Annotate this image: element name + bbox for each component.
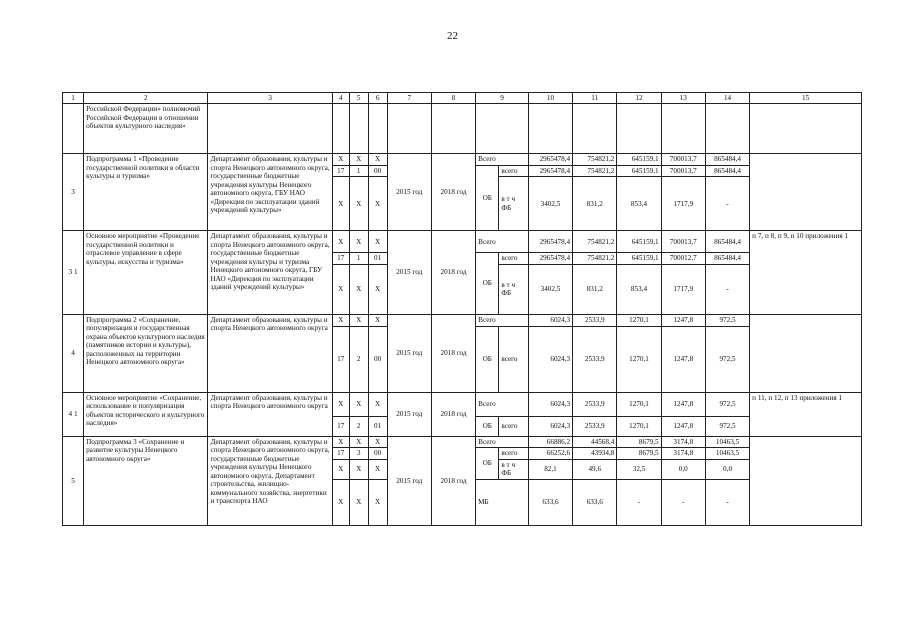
value-cell: 2965478,4 xyxy=(528,253,572,264)
row-number: 3 xyxy=(63,154,84,231)
code-cell: X xyxy=(349,231,368,253)
code-cell: X xyxy=(332,479,349,525)
value-cell: - xyxy=(617,479,661,525)
header-cell: 5 xyxy=(349,93,368,104)
code-cell: 01 xyxy=(368,416,387,436)
code-cell: X xyxy=(349,392,368,416)
value-cell: 44568,4 xyxy=(573,436,617,447)
value-cell: 865484,4 xyxy=(705,165,749,176)
value-cell: 6024,3 xyxy=(528,416,572,436)
source-label: всего xyxy=(499,416,529,436)
table-row xyxy=(63,154,862,165)
value-cell: 1270,1 xyxy=(617,314,661,326)
header-cell: 3 xyxy=(208,93,332,104)
source-label: всего xyxy=(499,448,529,459)
source-label: в т ч ФБ xyxy=(499,177,529,231)
value-cell: 10463,5 xyxy=(705,436,749,447)
executor: Департамент образования, культуры и спорта Ненецкого автономного округа xyxy=(208,314,332,392)
header-cell: 12 xyxy=(617,93,661,104)
executor: Департамент образования, культуры и спорта Ненецкого автономного округа, государственные бюджетные учреждения культуры Ненецкого автономного округа, Департамент строительства, жилищно-коммунального хозяйства, энергетики и транспорта НАО xyxy=(208,436,332,525)
end-year: 2018 год xyxy=(431,231,475,314)
row-number: 4 1 xyxy=(63,392,84,436)
value-cell: 1717,9 xyxy=(661,264,705,314)
source-label: всего xyxy=(499,165,529,176)
value-cell: 633,6 xyxy=(573,479,617,525)
value-cell: 2965478,4 xyxy=(528,231,572,253)
executor: Департамент образования, культуры и спорта Ненецкого автономного округа xyxy=(208,392,332,436)
value-cell: 853,4 xyxy=(617,177,661,231)
value-cell: 754821,2 xyxy=(573,253,617,264)
value-cell: 972,5 xyxy=(705,326,749,392)
source-label: всего xyxy=(499,326,529,392)
header-cell: 7 xyxy=(387,93,431,104)
note xyxy=(750,314,862,392)
code-cell: X xyxy=(349,459,368,479)
start-year: 2015 год xyxy=(387,392,431,436)
value-cell: 831,2 xyxy=(573,177,617,231)
value-cell: 1717,9 xyxy=(661,177,705,231)
source-label: Всего xyxy=(476,231,529,253)
value-cell: 754821,2 xyxy=(573,165,617,176)
value-cell: 2533,9 xyxy=(573,314,617,326)
code-cell: X xyxy=(332,459,349,479)
value-cell: 1247,8 xyxy=(661,326,705,392)
code-cell: X xyxy=(332,264,349,314)
table-row xyxy=(63,231,862,253)
code-cell: X xyxy=(332,177,349,231)
code-cell: 17 xyxy=(332,448,349,459)
source-label: в т ч ФБ xyxy=(499,264,529,314)
value-cell: 1247,8 xyxy=(661,314,705,326)
code-cell: 00 xyxy=(368,165,387,176)
code-cell: 00 xyxy=(368,448,387,459)
code-cell: X xyxy=(349,154,368,165)
value-cell: 865484,4 xyxy=(705,154,749,165)
start-year: 2015 год xyxy=(387,314,431,392)
value-cell: 865484,4 xyxy=(705,253,749,264)
code-cell: 3 xyxy=(349,448,368,459)
code-cell: X xyxy=(368,177,387,231)
start-year: 2015 год xyxy=(387,231,431,314)
source-label: Всего xyxy=(476,314,529,326)
value-cell: 6024,3 xyxy=(528,392,572,416)
executor: Департамент образования, культуры и спорта Ненецкого автономного округа, государственные бюджетные учреждения культуры и туризма Ненецкого автономного округа, ГБУ НАО «Дирекция по эксплуатации зданий учреждений культуры» xyxy=(208,231,332,314)
value-cell: 2533,9 xyxy=(573,326,617,392)
value-cell: 972,5 xyxy=(705,314,749,326)
value-cell: 8679,5 xyxy=(617,436,661,447)
source-label: Всего xyxy=(476,436,529,447)
measure-name: Основное мероприятие «Проведение государственной политики и отраслевое управление в сфере культуры, искусства и туризма» xyxy=(84,231,208,314)
value-cell: 853,4 xyxy=(617,264,661,314)
code-cell: 00 xyxy=(368,326,387,392)
value-cell: 8679,5 xyxy=(617,448,661,459)
value-cell: 49,6 xyxy=(573,459,617,479)
code-cell: 01 xyxy=(368,253,387,264)
end-year: 2018 год xyxy=(431,392,475,436)
code-cell: 17 xyxy=(332,326,349,392)
row-number: 3 1 xyxy=(63,231,84,314)
header-cell: 13 xyxy=(661,93,705,104)
header-cell: 11 xyxy=(573,93,617,104)
code-cell: 2 xyxy=(349,416,368,436)
table-row xyxy=(63,392,862,416)
table-row xyxy=(63,104,862,154)
header-cell: 9 xyxy=(476,93,529,104)
value-cell: 2533,9 xyxy=(573,392,617,416)
value-cell: 1270,1 xyxy=(617,392,661,416)
value-cell: 82,1 xyxy=(528,459,572,479)
header-cell: 4 xyxy=(332,93,349,104)
note xyxy=(750,154,862,231)
code-cell: X xyxy=(368,314,387,326)
value-cell: 645159,1 xyxy=(617,165,661,176)
table-row xyxy=(63,436,862,447)
value-cell: 754821,2 xyxy=(573,154,617,165)
value-cell: 43934,8 xyxy=(573,448,617,459)
value-cell: 865484,4 xyxy=(705,231,749,253)
code-cell: X xyxy=(368,154,387,165)
page-number: 22 xyxy=(447,30,458,42)
value-cell: 0,0 xyxy=(661,459,705,479)
note xyxy=(750,436,862,525)
value-cell: 645159,1 xyxy=(617,154,661,165)
code-cell: X xyxy=(368,459,387,479)
value-cell: 972,5 xyxy=(705,392,749,416)
header-cell: 14 xyxy=(705,93,749,104)
value-cell: - xyxy=(705,479,749,525)
value-cell: 66252,6 xyxy=(528,448,572,459)
header-cell: 6 xyxy=(368,93,387,104)
source-label: всего xyxy=(499,253,529,264)
code-cell: X xyxy=(368,392,387,416)
start-year: 2015 год xyxy=(387,154,431,231)
value-cell: 6024,3 xyxy=(528,314,572,326)
value-cell: 0,0 xyxy=(705,459,749,479)
value-cell: 6024,3 xyxy=(528,326,572,392)
value-cell: 2533,9 xyxy=(573,416,617,436)
code-cell: X xyxy=(349,479,368,525)
code-cell: 17 xyxy=(332,165,349,176)
value-cell: - xyxy=(705,264,749,314)
end-year: 2018 год xyxy=(431,154,475,231)
code-cell: X xyxy=(368,231,387,253)
source-label: ОБ xyxy=(476,326,499,392)
measure-name: Подпрограмма 3 «Сохранение и развитие культуры Ненецкого автономного округа» xyxy=(84,436,208,525)
code-cell: 2 xyxy=(349,326,368,392)
value-cell: 645159,1 xyxy=(617,231,661,253)
row-number: 5 xyxy=(63,436,84,525)
value-cell: 2965478,4 xyxy=(528,154,572,165)
header-cell: 2 xyxy=(84,93,208,104)
start-year: 2015 год xyxy=(387,436,431,525)
table-row xyxy=(63,314,862,326)
code-cell: X xyxy=(349,177,368,231)
code-cell: 17 xyxy=(332,416,349,436)
code-cell: X xyxy=(368,479,387,525)
code-cell: X xyxy=(332,314,349,326)
value-cell: 10463,5 xyxy=(705,448,749,459)
value-cell: 633,6 xyxy=(528,479,572,525)
code-cell: X xyxy=(349,436,368,447)
value-cell: 1247,8 xyxy=(661,392,705,416)
value-cell: - xyxy=(705,177,749,231)
code-cell: X xyxy=(332,392,349,416)
value-cell: 700013,7 xyxy=(661,231,705,253)
value-cell: 1270,1 xyxy=(617,416,661,436)
code-cell: 1 xyxy=(349,253,368,264)
code-cell: 1 xyxy=(349,165,368,176)
value-cell: 32,5 xyxy=(617,459,661,479)
source-label: ОБ xyxy=(476,416,499,436)
value-cell: 700013,7 xyxy=(661,154,705,165)
value-cell: 754821,2 xyxy=(573,231,617,253)
code-cell: X xyxy=(349,264,368,314)
code-cell: X xyxy=(332,231,349,253)
value-cell: 3402,5 xyxy=(528,264,572,314)
source-label: Всего xyxy=(476,154,529,165)
source-label: в т ч ФБ xyxy=(499,459,529,479)
measure-name: Основное мероприятие «Сохранение, использование и популяризация объектов исторического и культурного наследия» xyxy=(84,392,208,436)
header-cell: 8 xyxy=(431,93,475,104)
executor: Департамент образования, культуры и спорта Ненецкого автономного округа, государственные бюджетные учреждения культуры Ненецкого автономного округа, ГБУ НАО «Дирекция по эксплуатации зданий учреждений культуры» xyxy=(208,154,332,231)
value-cell: 1270,1 xyxy=(617,326,661,392)
value-cell: 3402,5 xyxy=(528,177,572,231)
header-cell: 15 xyxy=(750,93,862,104)
source-label: Всего xyxy=(476,392,529,416)
source-label: ОБ xyxy=(476,448,499,479)
code-cell: X xyxy=(332,154,349,165)
measure-name: Подпрограмма 2 «Сохранение, популяризация и государственная охрана объектов культурного наследия (памятников истории и культуры), расположенных на территории Ненецкого автономного округа» xyxy=(84,314,208,392)
code-cell: X xyxy=(349,314,368,326)
value-cell: 831,2 xyxy=(573,264,617,314)
code-cell: X xyxy=(368,264,387,314)
code-cell: 17 xyxy=(332,253,349,264)
value-cell: 645159,1 xyxy=(617,253,661,264)
value-cell: - xyxy=(661,479,705,525)
value-cell: 1247,8 xyxy=(661,416,705,436)
measure-name: Российской Федерации» полномочий Российской Федерации в отношении объектов культурного наследия» xyxy=(84,104,208,154)
end-year: 2018 год xyxy=(431,436,475,525)
row-number: 4 xyxy=(63,314,84,392)
value-cell: 3174,8 xyxy=(661,436,705,447)
value-cell: 972,5 xyxy=(705,416,749,436)
measure-name: Подпрограмма 1 «Проведение государственной политики в области культуры и туризма» xyxy=(84,154,208,231)
value-cell: 2965478,4 xyxy=(528,165,572,176)
note: п 11, п 12, п 13 приложения 1 xyxy=(750,392,862,436)
value-cell: 3174,8 xyxy=(661,448,705,459)
code-cell: X xyxy=(332,436,349,447)
source-label: МБ xyxy=(476,479,529,525)
end-year: 2018 год xyxy=(431,314,475,392)
value-cell: 700013,7 xyxy=(661,165,705,176)
header-cell: 1 xyxy=(63,93,84,104)
source-label: ОБ xyxy=(476,165,499,230)
budget-table xyxy=(62,92,862,526)
source-label: ОБ xyxy=(476,253,499,314)
value-cell: 66886,2 xyxy=(528,436,572,447)
value-cell: 700012,7 xyxy=(661,253,705,264)
header-cell: 10 xyxy=(528,93,572,104)
note: п 7, п 8, п 9, п 10 приложения 1 xyxy=(750,231,862,314)
header-row xyxy=(63,93,862,104)
code-cell: X xyxy=(368,436,387,447)
